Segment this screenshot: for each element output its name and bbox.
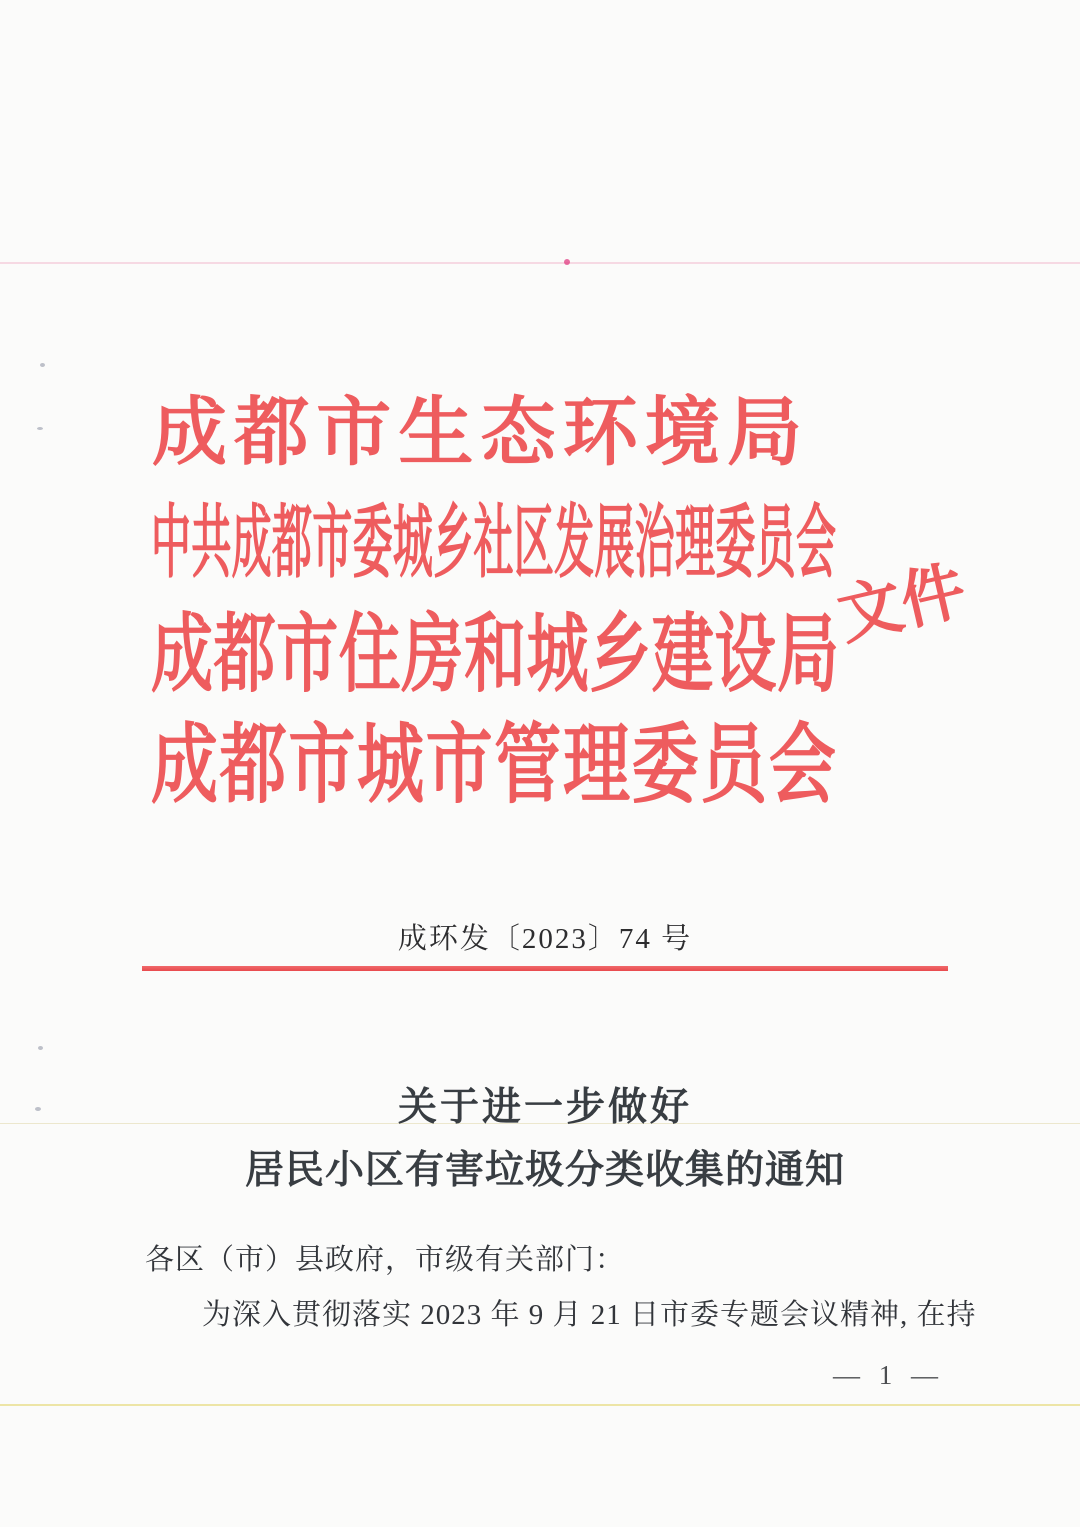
letterhead-char: 成 xyxy=(231,498,272,588)
letterhead-char: 城 xyxy=(392,498,433,588)
letterhead-char: 成 xyxy=(151,608,214,703)
letterhead-char: 成 xyxy=(152,392,228,475)
scan-artifact-pink-line xyxy=(0,262,1080,264)
letterhead-char: 都 xyxy=(271,498,312,588)
letterhead-char: 委 xyxy=(715,498,756,588)
letterhead-char: 境 xyxy=(644,392,720,475)
letterhead-char: 委 xyxy=(631,717,699,814)
letterhead-char: 区 xyxy=(513,498,554,588)
letterhead-char: 会 xyxy=(768,717,836,814)
red-separator-line xyxy=(142,966,948,971)
letterhead-char: 城 xyxy=(526,608,589,703)
page-number: — 1 — xyxy=(833,1360,938,1390)
document-reference-number: 成环发〔2023〕74 号 xyxy=(397,923,693,955)
scan-speck xyxy=(35,1107,41,1111)
letterhead-char: 治 xyxy=(634,498,675,588)
letterhead-char: 城 xyxy=(356,717,424,814)
letterhead-char: 中 xyxy=(151,498,191,588)
letterhead-char: 员 xyxy=(755,498,796,588)
letterhead-char: 住 xyxy=(338,608,401,703)
notice-title-line-1: 关于进一步做好 xyxy=(397,1086,692,1129)
letterhead-char: 态 xyxy=(480,392,556,475)
letterhead-agency-line-4 xyxy=(151,717,836,814)
letterhead-char: 乡 xyxy=(589,608,652,703)
letterhead-char: 市 xyxy=(276,608,339,703)
letterhead-agency-line-3 xyxy=(151,608,839,703)
letterhead-char: 和 xyxy=(463,608,526,703)
letterhead-char: 都 xyxy=(213,608,276,703)
letterhead-char: 员 xyxy=(700,717,768,814)
letterhead-char: 都 xyxy=(234,392,310,475)
letterhead-char: 生 xyxy=(398,392,474,475)
letterhead-char: 市 xyxy=(425,717,493,814)
letterhead-char: 市 xyxy=(316,392,392,475)
letterhead-char: 局 xyxy=(726,392,802,475)
scan-artifact-pink-dot xyxy=(564,259,570,265)
letterhead-char: 理 xyxy=(562,717,630,814)
letterhead-char: 市 xyxy=(312,498,353,588)
body-salutation: 各区（市）县政府，市级有关部门： xyxy=(145,1244,626,1276)
letterhead-char: 委 xyxy=(352,498,393,588)
letterhead-char: 共 xyxy=(191,498,232,588)
letterhead-char: 局 xyxy=(776,608,839,703)
scan-artifact-yellow-line-2 xyxy=(0,1404,1080,1406)
letterhead-char: 发 xyxy=(554,498,595,588)
letterhead-char: 成 xyxy=(151,717,218,814)
scan-speck xyxy=(38,1046,43,1050)
letterhead-char: 都 xyxy=(219,717,287,814)
scan-speck xyxy=(40,363,45,367)
letterhead-char: 会 xyxy=(796,498,836,588)
letterhead-char: 房 xyxy=(401,608,464,703)
letterhead-agency-line-2 xyxy=(151,498,836,588)
letterhead-doc-type-label: 文件 xyxy=(831,554,973,653)
letterhead-agency-line-1 xyxy=(152,392,802,475)
letterhead-char: 市 xyxy=(288,717,356,814)
letterhead-char: 乡 xyxy=(433,498,474,588)
letterhead-char: 设 xyxy=(714,608,777,703)
letterhead-char: 环 xyxy=(562,392,638,475)
notice-title-line-2: 居民小区有害垃圾分类收集的通知 xyxy=(244,1149,845,1192)
letterhead-char: 管 xyxy=(494,717,562,814)
letterhead-char: 理 xyxy=(675,498,716,588)
letterhead-char: 社 xyxy=(473,498,514,588)
letterhead-char: 建 xyxy=(651,608,714,703)
scan-speck xyxy=(37,427,43,430)
body-paragraph-1: 为深入贯彻落实 2023 年 9 月 21 日市委专题会议精神, 在持 xyxy=(202,1299,977,1331)
letterhead-char: 展 xyxy=(594,498,635,588)
